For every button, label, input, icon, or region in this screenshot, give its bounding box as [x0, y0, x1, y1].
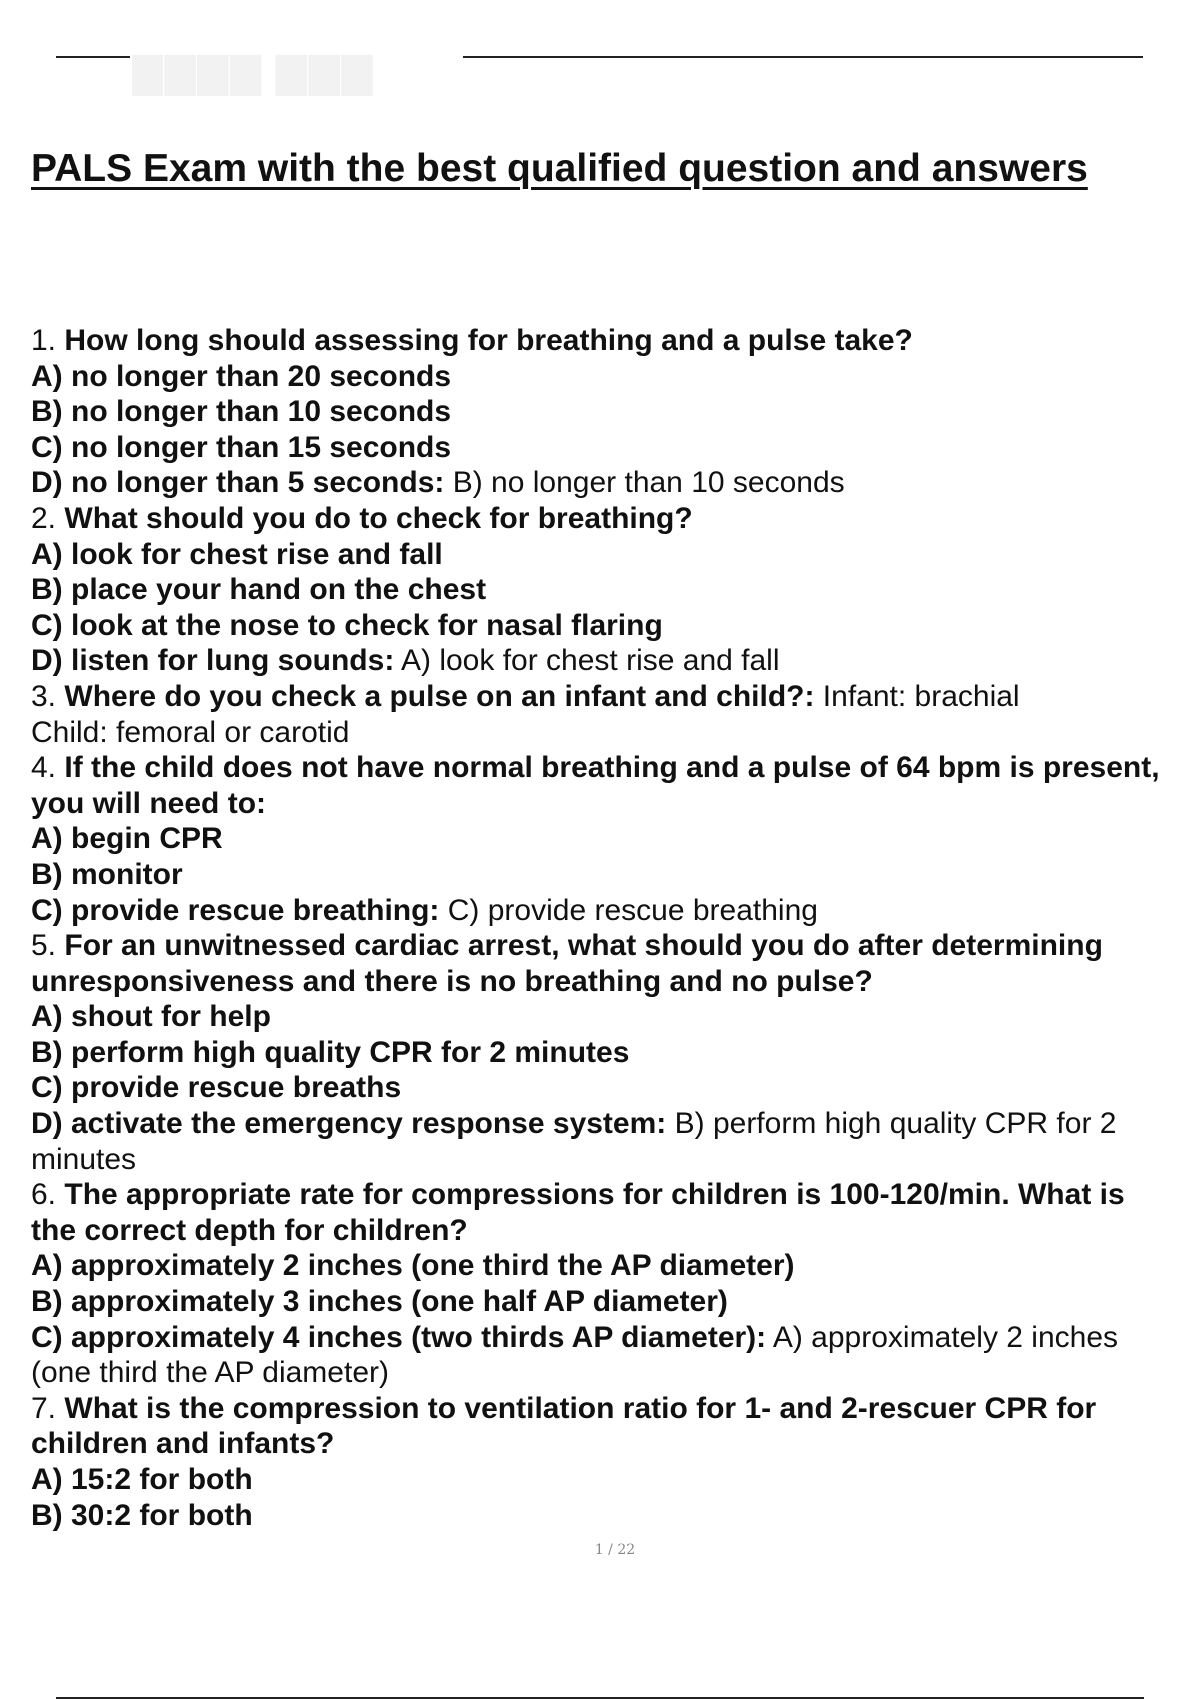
question-number: 5. — [31, 929, 57, 963]
option-d: D) activate the emergency response system: — [31, 1107, 667, 1141]
answer-text-continued: minutes — [31, 1142, 137, 1176]
question-number: 4. — [31, 751, 57, 785]
page-number: 1 / 22 — [594, 1542, 636, 1558]
question-text-continued: you will need to: — [31, 786, 267, 820]
question-list — [31, 323, 1200, 1533]
option-c: C) no longer than 15 seconds — [31, 430, 452, 464]
question-number: 3. — [31, 679, 57, 713]
option-b: B) place your hand on the chest — [31, 573, 487, 607]
bottom-rule — [56, 1697, 1144, 1699]
option-b: B) 30:2 for both — [31, 1498, 253, 1532]
answer-text: Infant: brachial — [814, 679, 1020, 713]
option-a: A) begin CPR — [31, 822, 223, 856]
option-a: A) no longer than 20 seconds — [31, 359, 452, 393]
faded-logo-watermark: ▇▇▇▇ ▇▇▇ — [132, 51, 375, 95]
question-number: 2. — [31, 501, 57, 535]
question-text: The appropriate rate for compressions for children is 100-120/min. What is — [64, 1178, 1125, 1212]
answer-text: B) no longer than 10 seconds — [444, 466, 845, 500]
question-text-continued: the correct depth for children? — [31, 1213, 468, 1247]
question-text: What is the compression to ventilation ratio for 1- and 2-rescuer CPR for — [64, 1391, 1097, 1425]
question-5 — [31, 928, 1200, 964]
answer-text: C) provide rescue breathing — [439, 893, 818, 927]
question-3 — [31, 679, 1200, 715]
question-1 — [31, 323, 1200, 359]
option-c: C) look at the nose to check for nasal flaring — [31, 608, 663, 642]
top-right-rule — [463, 56, 1143, 58]
option-c: C) provide rescue breaths — [31, 1071, 402, 1105]
question-2 — [31, 501, 1200, 537]
option-d-with-answer — [31, 465, 1200, 501]
option-d-with-answer — [31, 643, 1200, 679]
answer-text: A) look for chest rise and fall — [394, 644, 780, 678]
option-a: A) approximately 2 inches (one third the AP diameter) — [31, 1249, 795, 1283]
answer-text-continued: (one third the AP diameter) — [31, 1356, 389, 1390]
answer-text: A) approximately 2 inches — [766, 1320, 1119, 1354]
option-a: A) 15:2 for both — [31, 1463, 253, 1496]
option-d-with-answer — [31, 1106, 1200, 1142]
question-6 — [31, 1177, 1200, 1213]
question-text: For an unwitnessed cardiac arrest, what should you do after determining — [64, 929, 1103, 963]
option-c-with-answer — [31, 1320, 1200, 1356]
option-b: B) no longer than 10 seconds — [31, 395, 452, 429]
answer-text: B) perform high quality CPR for 2 — [666, 1107, 1117, 1141]
option-c-with-answer — [31, 893, 1200, 929]
question-4 — [31, 750, 1200, 786]
question-text-continued: children and infants? — [31, 1427, 335, 1461]
option-a: A) shout for help — [31, 1000, 271, 1034]
document-title: PALS Exam with the best qualified question and answers — [31, 147, 1088, 190]
question-text: How long should assessing for breathing and a pulse take? — [64, 324, 913, 357]
option-b: B) approximately 3 inches (one half AP diameter) — [31, 1285, 728, 1319]
option-b: B) monitor — [31, 857, 183, 891]
option-d: D) no longer than 5 seconds: — [31, 466, 445, 500]
question-text: If the child does not have normal breathing and a pulse of 64 bpm is present, — [64, 751, 1160, 785]
question-number: 1. — [31, 324, 57, 357]
question-number: 6. — [31, 1178, 57, 1212]
question-text: Where do you check a pulse on an infant and child?: — [64, 679, 815, 713]
option-c: C) approximately 4 inches (two thirds AP diameter): — [31, 1320, 767, 1354]
answer-text-continued: Child: femoral or carotid — [31, 715, 350, 749]
option-a: A) look for chest rise and fall — [31, 537, 443, 571]
option-b: B) perform high quality CPR for 2 minutes — [31, 1035, 630, 1069]
option-c: C) provide rescue breathing: — [31, 893, 440, 927]
question-7 — [31, 1391, 1200, 1427]
top-left-rule — [56, 56, 130, 58]
question-text-continued: unresponsiveness and there is no breathing and no pulse? — [31, 964, 873, 998]
question-text: What should you do to check for breathing? — [64, 501, 693, 535]
option-d: D) listen for lung sounds: — [31, 644, 395, 678]
question-number: 7. — [31, 1391, 57, 1425]
